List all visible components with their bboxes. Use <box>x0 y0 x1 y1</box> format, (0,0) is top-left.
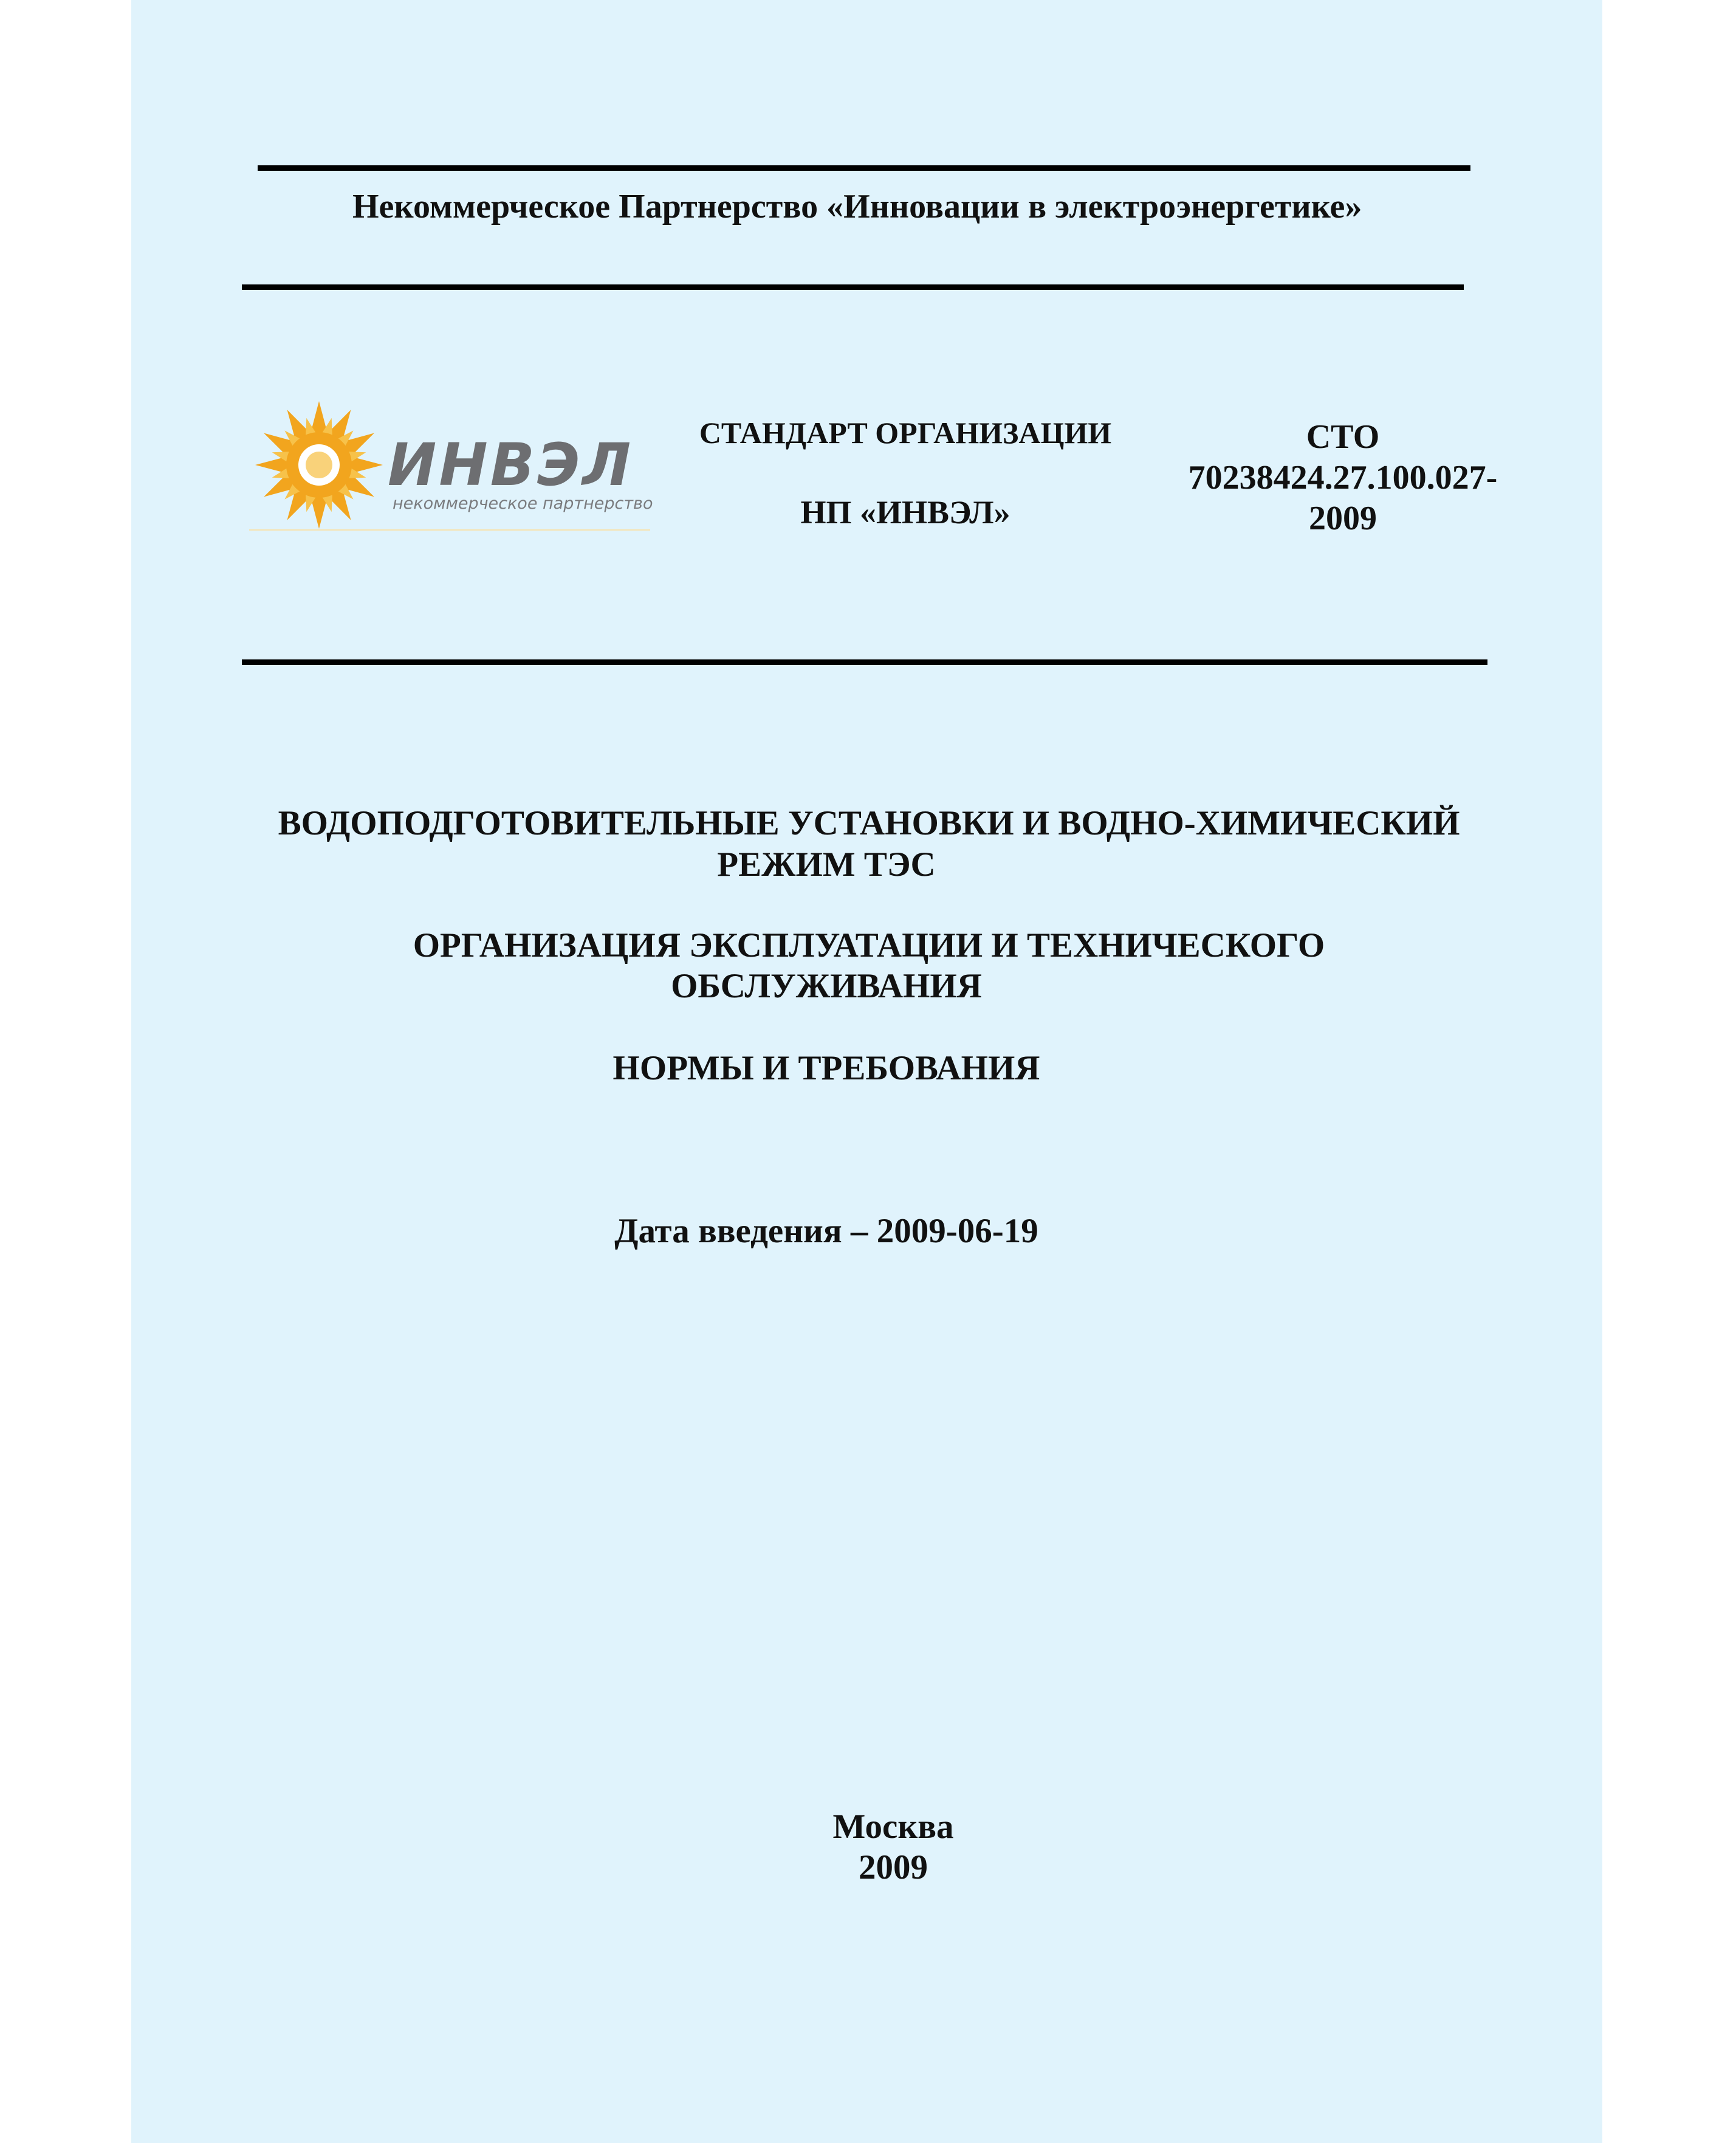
title-line4: ОБСЛУЖИВАНИЯ <box>671 967 982 1005</box>
standard-type-line2: НП «ИНВЭЛ» <box>800 494 1010 531</box>
top-rule <box>258 165 1470 171</box>
logo-brand-text: ИНВЭЛ <box>388 431 634 499</box>
title-line2: РЕЖИМ ТЭС <box>717 845 936 884</box>
title-line1: ВОДОПОДГОТОВИТЕЛЬНЫЕ УСТАНОВКИ И ВОДНО-ХИМИЧЕСКИЙ <box>278 804 1460 842</box>
mid-rule <box>242 659 1487 665</box>
standard-code-line1: СТО <box>1306 418 1380 456</box>
standard-type-line1: СТАНДАРТ ОРГАНИЗАЦИИ <box>699 416 1112 450</box>
organization-name: Некоммерческое Партнерство «Инновации в электроэнергетике» <box>352 188 1362 225</box>
title-line3: ОРГАНИЗАЦИЯ ЭКСПЛУАТАЦИИ И ТЕХНИЧЕСКОГО <box>413 926 1325 965</box>
footer-city: Москва <box>832 1808 954 1846</box>
standard-code-line3: 2009 <box>1309 500 1377 537</box>
standard-code-line2: 70238424.27.100.027- <box>1188 459 1498 497</box>
header-bottom-rule <box>242 284 1464 290</box>
effective-date: Дата введения – 2009-06-19 <box>614 1212 1038 1250</box>
logo-tagline: некоммерческое партнерство <box>393 494 653 513</box>
title-line5: НОРМЫ И ТРЕБОВАНИЯ <box>612 1049 1040 1087</box>
invel-logo <box>249 395 653 535</box>
footer-year: 2009 <box>859 1848 928 1887</box>
